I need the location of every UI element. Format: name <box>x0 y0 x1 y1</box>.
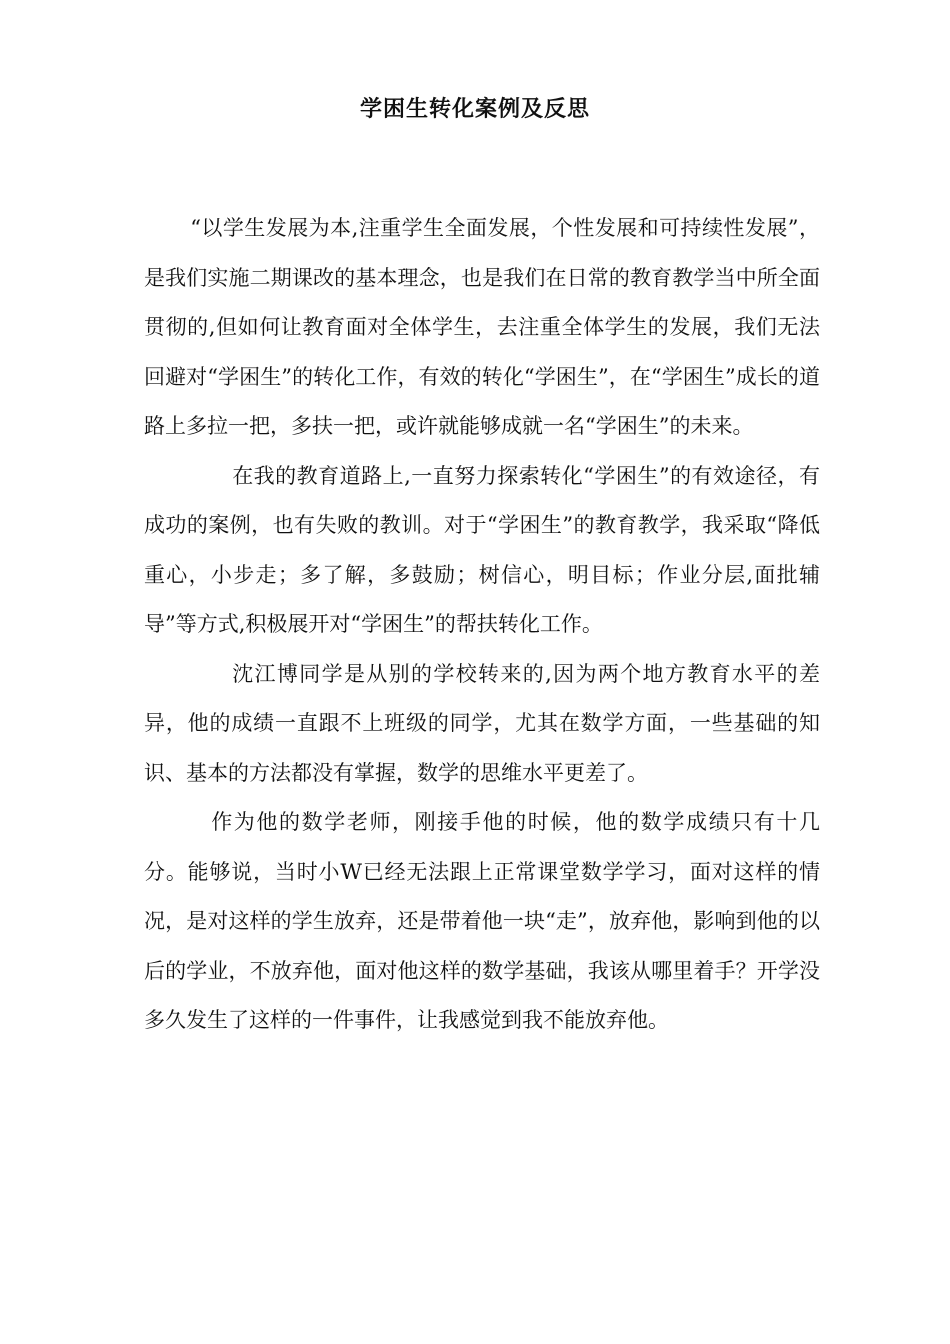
paragraph-4: 作为他的数学老师，刚接手他的时候，他的数学成绩只有十几分。能够说，当时小W已经无法跟上正常课堂数学学习，面对这样的情况，是对这样的学生放弃，还是带着他一块“走”，放弃他，影响到他的以后的学业，不放弃他，面对他这样的数学基础，我该从哪里着手？开学没多久发生了这样的一件事件，让我感觉到我不能放弃他。 <box>144 810 820 1032</box>
paragraph-1: “以学生发展为本,注重学生全面发展，个性发展和可持续性发展”，是我们实施二期课改的基本理念，也是我们在日常的教育教学当中所全面贯彻的,但如何让教育面对全体学生，去注重全体学生的发展，我们无法回避对“学困生”的转化工作，有效的转化“学困生”，在“学困生”成长的道路上多拉一把，多扶一把，或许就能够成就一名“学困生”的未来。 <box>144 216 820 438</box>
paragraph-3: 沈江博同学是从别的学校转来的,因为两个地方教育水平的差异，他的成绩一直跟不上班级的同学，尤其在数学方面，一些基础的知识、基本的方法都没有掌握，数学的思维水平更差了。 <box>144 661 820 785</box>
paragraph-2: 在我的教育道路上,一直努力探索转化“学困生”的有效途径，有成功的案例，也有失败的教训。对于“学困生”的教育教学，我采取“降低重心，小步走；多了解，多鼓励；树信心，明目标；作业分层,面批辅导”等方式,积极展开对“学困生”的帮扶转化工作。 <box>144 463 820 636</box>
document-body <box>144 204 820 1046</box>
document-title: 学困生转化案例及反思 <box>359 96 590 122</box>
